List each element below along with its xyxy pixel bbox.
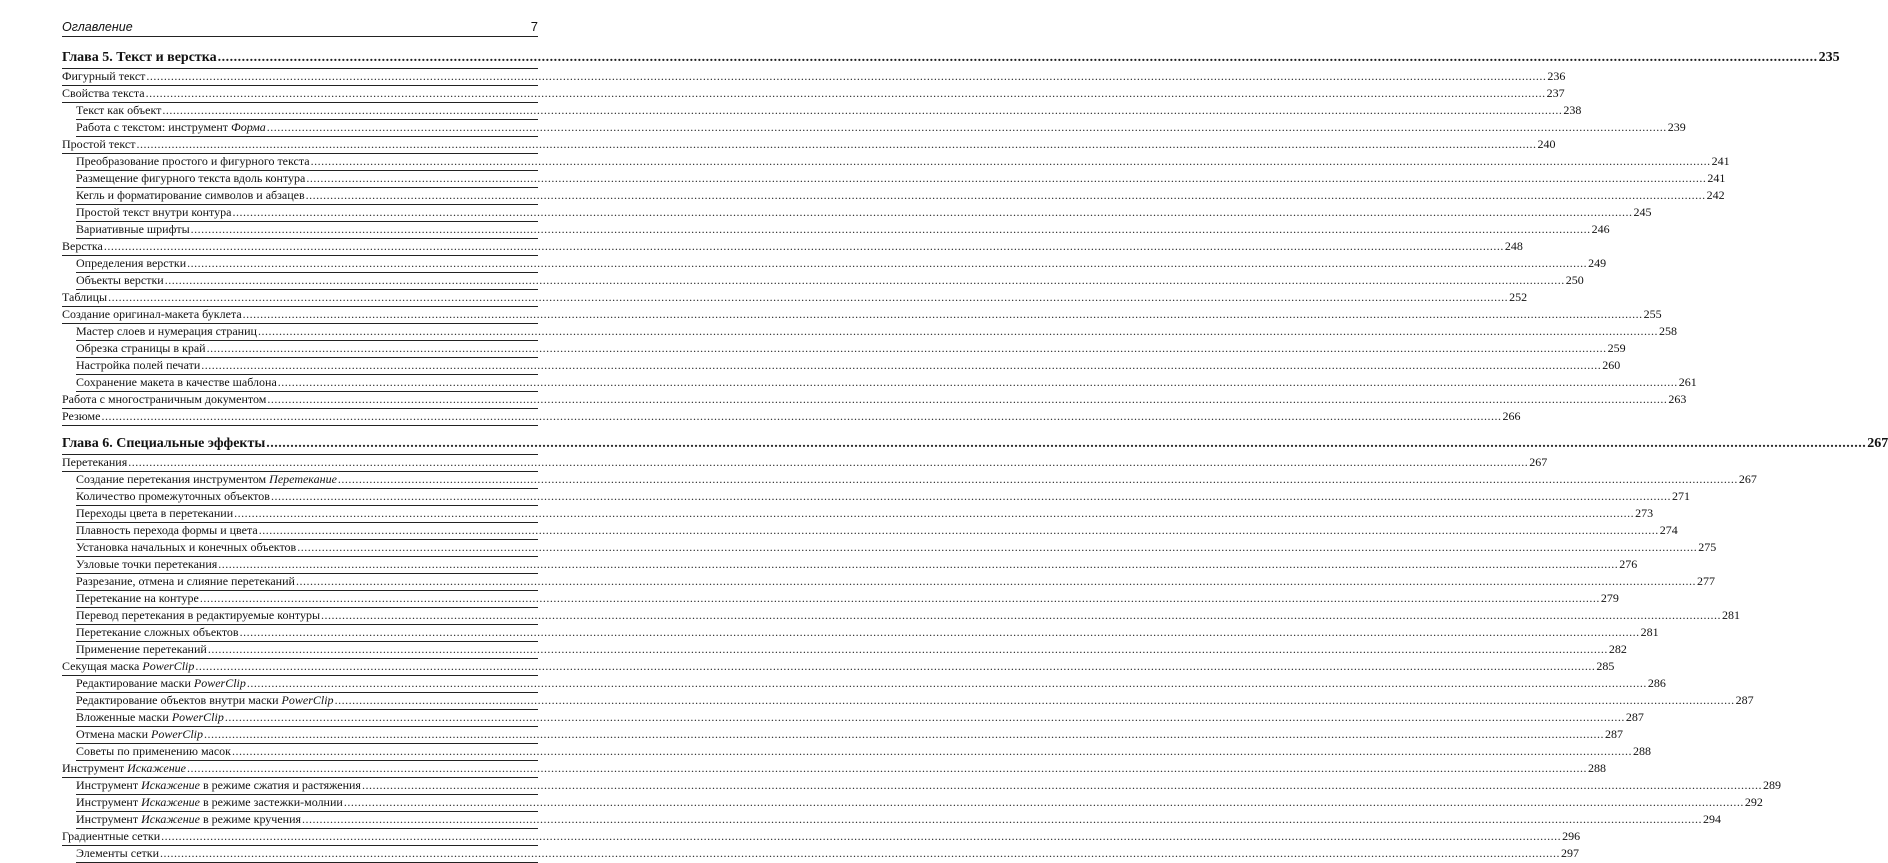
- dot-leader: ................................................................................................................................................................................................................................................................................................................................................................................................................: [266, 120, 1667, 134]
- entry-title-part: Простой текст внутри контура: [76, 205, 232, 219]
- entry-page-number: 237: [1546, 86, 1565, 100]
- dot-leader: ................................................................................................................................................................................................................................................................................................................................................................................................................: [334, 693, 1735, 707]
- dot-leader: ................................................................................................................................................................................................................................................................................................................................................................................................................: [199, 591, 1600, 605]
- dot-leader: ................................................................................................................................................................................................................................................................................................................................................................................................................: [277, 375, 1678, 389]
- entry-title: [76, 710, 224, 725]
- entry-page-number: 292: [1744, 795, 1763, 809]
- dot-leader: ................................................................................................................................................................................................................................................................................................................................................................................................................: [224, 710, 1625, 724]
- entry-title-part: Плавность перехода формы и цвета: [76, 523, 258, 537]
- entry-title-part: в режиме застежки-молнии: [200, 795, 343, 809]
- entry-title-part: Вложенные маски: [76, 710, 172, 724]
- entry-title: [76, 642, 207, 657]
- entry-page-number: 236: [1547, 69, 1566, 83]
- toc-subsection-row[interactable]: [76, 608, 1741, 625]
- entry-page-number: 249: [1588, 256, 1607, 270]
- entry-title: [76, 625, 239, 640]
- toc-subsection-row[interactable]: [76, 188, 1725, 205]
- entry-page-number: 266: [1502, 409, 1521, 423]
- dot-leader: ................................................................................................................................................................................................................................................................................................................................................................................................................: [136, 137, 1537, 151]
- entry-title: [62, 307, 242, 322]
- dot-leader: ................................................................................................................................................................................................................................................................................................................................................................................................................: [258, 523, 1659, 537]
- dot-leader: ................................................................................................................................................................................................................................................................................................................................................................................................................: [266, 436, 1867, 451]
- toc-subsection-row[interactable]: [76, 744, 1651, 761]
- entry-title: [76, 744, 231, 759]
- toc-subsection-row[interactable]: [76, 222, 1610, 239]
- entry-page-number: 289: [1762, 778, 1781, 792]
- entry-title-part: Редактирование объектов внутри маски: [76, 693, 282, 707]
- toc-subsection-row[interactable]: [76, 693, 1754, 710]
- toc-subsection-row[interactable]: [76, 523, 1678, 540]
- entry-title-part: Объекты верстки: [76, 273, 164, 287]
- entry-page-number: 263: [1668, 392, 1687, 406]
- toc-subsection-row[interactable]: [76, 103, 1582, 120]
- entry-title: [76, 120, 266, 135]
- entry-title-part: Кегль и форматирование символов и абзацев: [76, 188, 305, 202]
- entry-title: [76, 188, 305, 203]
- entry-title-part: Инструмент: [76, 778, 142, 792]
- dot-leader: ................................................................................................................................................................................................................................................................................................................................................................................................................: [190, 222, 1591, 236]
- dot-leader: ................................................................................................................................................................................................................................................................................................................................................................................................................: [239, 625, 1640, 639]
- entry-title-part: Установка начальных и конечных объектов: [76, 540, 297, 554]
- dot-leader: ................................................................................................................................................................................................................................................................................................................................................................................................................: [128, 455, 1529, 469]
- entry-title: [62, 392, 266, 407]
- toc-section-row[interactable]: [62, 137, 1556, 154]
- entry-title: [76, 171, 305, 186]
- dot-leader: ................................................................................................................................................................................................................................................................................................................................................................................................................: [306, 171, 1707, 185]
- entry-page-number: 287: [1625, 710, 1644, 724]
- toc-subsection-row[interactable]: [76, 154, 1730, 171]
- entry-title-part: Перетекание на контуре: [76, 591, 199, 605]
- dot-leader: ................................................................................................................................................................................................................................................................................................................................................................................................................: [257, 324, 1658, 338]
- entry-page-number: 245: [1633, 205, 1652, 219]
- toc-section-row[interactable]: [62, 69, 1566, 86]
- entry-title: [76, 273, 164, 288]
- entry-page-number: 242: [1706, 188, 1725, 202]
- entry-page-number: 286: [1647, 676, 1666, 690]
- toc-section-row[interactable]: [62, 409, 1521, 426]
- entry-title-part: Резюме: [62, 409, 101, 423]
- dot-leader: ................................................................................................................................................................................................................................................................................................................................................................................................................: [101, 409, 1502, 423]
- entry-title-part: Инструмент: [76, 795, 142, 809]
- entry-title-part: Разрезание, отмена и слияние перетеканий: [76, 574, 295, 588]
- entry-title-part: PowerClip: [281, 693, 334, 707]
- toc-subsection-row[interactable]: [76, 812, 1722, 829]
- dot-leader: ................................................................................................................................................................................................................................................................................................................................................................................................................: [207, 642, 1608, 656]
- chapter-title: Глава 6. Специальные эффекты: [62, 436, 266, 451]
- entry-title: [62, 409, 100, 424]
- entry-title-part: Инструмент: [62, 761, 128, 775]
- entry-title: [76, 574, 295, 589]
- entry-title: [76, 523, 258, 538]
- dot-leader: ................................................................................................................................................................................................................................................................................................................................................................................................................: [187, 761, 1587, 775]
- entry-title: [76, 103, 161, 118]
- entry-title: [62, 290, 107, 305]
- entry-page-number: 258: [1658, 324, 1677, 338]
- toc-subsection-row[interactable]: [76, 205, 1652, 222]
- entry-title-part: PowerClip: [193, 676, 246, 690]
- entry-page-number: 277: [1696, 574, 1715, 588]
- entry-title-part: Инструмент: [76, 812, 142, 826]
- entry-title-part: Градиентные сетки: [62, 829, 161, 843]
- entry-title-part: Искажение: [127, 761, 186, 775]
- entry-page-number: 267: [1738, 472, 1757, 486]
- toc-subsection-row[interactable]: [76, 727, 1624, 744]
- entry-title: [76, 489, 270, 504]
- toc-subsection-row[interactable]: [76, 375, 1697, 392]
- toc-subsection-row[interactable]: [76, 324, 1677, 341]
- entry-title-part: Перетекание сложных объектов: [76, 625, 239, 639]
- entry-title-part: Мастер слоев и нумерация страниц: [76, 324, 257, 338]
- dot-leader: ................................................................................................................................................................................................................................................................................................................................................................................................................: [162, 103, 1563, 117]
- toc-subsection-row[interactable]: [76, 341, 1626, 358]
- dot-leader: ................................................................................................................................................................................................................................................................................................................................................................................................................: [195, 659, 1596, 673]
- entry-title: [76, 324, 257, 339]
- entry-title-part: Работа с многостраничным документом: [62, 392, 267, 406]
- toc-subsection-row[interactable]: [76, 273, 1584, 290]
- toc-subsection-row[interactable]: [76, 642, 1627, 659]
- entry-title-part: Создание перетекания инструментом: [76, 472, 270, 486]
- dot-leader: ................................................................................................................................................................................................................................................................................................................................................................................................................: [343, 795, 1744, 809]
- table-of-contents: [62, 44, 1888, 863]
- entry-page-number: 288: [1588, 761, 1606, 775]
- dot-leader: ................................................................................................................................................................................................................................................................................................................................................................................................................: [231, 744, 1632, 758]
- toc-subsection-row[interactable]: [76, 472, 1757, 489]
- entry-page-number: 271: [1671, 489, 1690, 503]
- toc-section-row[interactable]: [62, 761, 1606, 778]
- entry-title: [76, 341, 206, 356]
- entry-title: [76, 591, 199, 606]
- entry-title: [76, 358, 200, 373]
- entry-page-number: 287: [1735, 693, 1754, 707]
- entry-title: [76, 727, 203, 742]
- dot-leader: ................................................................................................................................................................................................................................................................................................................................................................................................................: [310, 154, 1711, 168]
- entry-page-number: 238: [1563, 103, 1582, 117]
- toc-section-row[interactable]: [62, 392, 1687, 409]
- dot-leader: ................................................................................................................................................................................................................................................................................................................................................................................................................: [337, 472, 1738, 486]
- dot-leader: ................................................................................................................................................................................................................................................................................................................................................................................................................: [305, 188, 1706, 202]
- entry-page-number: 241: [1707, 171, 1726, 185]
- entry-title-part: Верстка: [62, 239, 103, 253]
- toc-section-row[interactable]: [62, 307, 1662, 324]
- toc-subsection-row[interactable]: [76, 171, 1726, 188]
- toc-subsection-row[interactable]: [76, 574, 1715, 591]
- entry-title: [76, 205, 231, 220]
- entry-title: [62, 761, 186, 776]
- entry-title: [62, 69, 145, 84]
- toc-subsection-row[interactable]: [76, 540, 1717, 557]
- entry-title: [76, 154, 310, 169]
- toc-subsection-row[interactable]: [76, 676, 1666, 693]
- entry-page-number: 246: [1591, 222, 1610, 236]
- entry-title: [76, 795, 343, 810]
- dot-leader: ................................................................................................................................................................................................................................................................................................................................................................................................................: [146, 69, 1547, 83]
- running-header: [62, 10, 538, 37]
- entry-page-number: 285: [1596, 659, 1615, 673]
- entry-page-number: 296: [1562, 829, 1581, 843]
- entry-title-part: Настройка полей печати: [76, 358, 201, 372]
- dot-leader: ................................................................................................................................................................................................................................................................................................................................................................................................................: [295, 574, 1696, 588]
- toc-chapter-row[interactable]: [62, 430, 1888, 455]
- entry-page-number: 260: [1602, 358, 1621, 372]
- entry-page-number: 267: [1529, 455, 1548, 469]
- dot-leader: ................................................................................................................................................................................................................................................................................................................................................................................................................: [204, 727, 1605, 741]
- entry-title-part: Таблицы: [62, 290, 108, 304]
- dot-leader: ................................................................................................................................................................................................................................................................................................................................................................................................................: [164, 273, 1565, 287]
- entry-title-part: Отмена маски: [76, 727, 151, 741]
- toc-subsection-row[interactable]: [76, 120, 1686, 137]
- entry-title-part: Обрезка страницы в край: [76, 341, 206, 355]
- dot-leader: ................................................................................................................................................................................................................................................................................................................................................................................................................: [218, 557, 1619, 571]
- entry-title-part: Вариативные шрифты: [76, 222, 190, 236]
- entry-title: [76, 778, 361, 793]
- toc-subsection-row[interactable]: [76, 358, 1621, 375]
- entry-title-part: Количество промежуточных объектов: [76, 489, 270, 503]
- toc-section-row[interactable]: [62, 659, 1615, 676]
- entry-title: [76, 506, 233, 521]
- entry-title: [76, 608, 320, 623]
- entry-page-number: 273: [1635, 506, 1654, 520]
- entry-title-part: Искажение: [141, 778, 200, 792]
- entry-title-part: Текст как объект: [76, 103, 162, 117]
- entry-title-part: PowerClip: [151, 727, 204, 741]
- entry-title-part: Узловые точки перетекания: [76, 557, 218, 571]
- entry-title: [62, 86, 145, 101]
- entry-title: [76, 812, 301, 827]
- toc-subsection-row[interactable]: [76, 489, 1690, 506]
- entry-title: [76, 846, 159, 861]
- toc-subsection-row[interactable]: [76, 846, 1580, 863]
- entry-title: [76, 676, 246, 691]
- entry-title-part: Применение перетеканий: [76, 642, 207, 656]
- entry-title-part: Преобразование простого и фигурного текста: [76, 154, 310, 168]
- dot-leader: ................................................................................................................................................................................................................................................................................................................................................................................................................: [267, 392, 1668, 406]
- entry-title-part: Перетекания: [62, 455, 128, 469]
- entry-page-number: 281: [1722, 608, 1741, 622]
- entry-title-part: Форма: [231, 120, 266, 134]
- chapter-page-number: 267: [1867, 436, 1888, 451]
- entry-title: [76, 693, 334, 708]
- entry-page-number: 275: [1698, 540, 1717, 554]
- entry-page-number: 239: [1667, 120, 1686, 134]
- toc-section-row[interactable]: [62, 239, 1523, 256]
- chapter-page-number: 235: [1818, 50, 1840, 65]
- toc-subsection-row[interactable]: [76, 710, 1644, 727]
- toc-section-row[interactable]: [62, 290, 1528, 307]
- entry-page-number: 294: [1703, 812, 1722, 826]
- entry-page-number: 281: [1640, 625, 1659, 639]
- toc-subsection-row[interactable]: [76, 778, 1781, 795]
- entry-page-number: 282: [1608, 642, 1627, 656]
- entry-title: [76, 375, 277, 390]
- entry-title-part: Сохранение макета в качестве шаблона: [76, 375, 277, 389]
- entry-title-part: Свойства текста: [62, 86, 145, 100]
- entry-page-number: 248: [1504, 239, 1523, 253]
- dot-leader: ................................................................................................................................................................................................................................................................................................................................................................................................................: [302, 812, 1703, 826]
- dot-leader: ................................................................................................................................................................................................................................................................................................................................................................................................................: [234, 506, 1635, 520]
- entry-title-part: Создание оригинал-макета буклета: [62, 307, 242, 321]
- entry-title-part: Советы по применению масок: [76, 744, 231, 758]
- header-page-number: 7: [530, 19, 538, 34]
- entry-page-number: 261: [1678, 375, 1697, 389]
- entry-title: [76, 472, 337, 487]
- entry-title-part: Искажение: [141, 812, 200, 826]
- chapter-title: Глава 5. Текст и верстка: [62, 50, 217, 65]
- dot-leader: ................................................................................................................................................................................................................................................................................................................................................................................................................: [242, 307, 1643, 321]
- entry-title: [62, 829, 160, 844]
- entry-page-number: 252: [1509, 290, 1528, 304]
- entry-title: [76, 540, 296, 555]
- dot-leader: ................................................................................................................................................................................................................................................................................................................................................................................................................: [217, 50, 1818, 65]
- entry-page-number: 241: [1711, 154, 1730, 168]
- entry-title-part: Секущая маска: [62, 659, 143, 673]
- entry-title: [62, 659, 194, 674]
- dot-leader: ................................................................................................................................................................................................................................................................................................................................................................................................................: [232, 205, 1633, 219]
- dot-leader: ................................................................................................................................................................................................................................................................................................................................................................................................................: [108, 290, 1509, 304]
- entry-title-part: Перевод перетекания в редактируемые контуры: [76, 608, 321, 622]
- toc-subsection-row[interactable]: [76, 256, 1607, 273]
- toc-subsection-row[interactable]: [76, 506, 1654, 523]
- entry-title: [76, 256, 186, 271]
- entry-title: [62, 455, 127, 470]
- entry-title-part: Простой текст: [62, 137, 136, 151]
- entry-title: [76, 557, 217, 572]
- toc-section-row[interactable]: [62, 455, 1548, 472]
- dot-leader: ................................................................................................................................................................................................................................................................................................................................................................................................................: [206, 341, 1607, 355]
- toc-section-row[interactable]: [62, 86, 1565, 103]
- entry-title-part: PowerClip: [171, 710, 224, 724]
- entry-title-part: Элементы сетки: [76, 846, 160, 860]
- entry-title-part: Искажение: [141, 795, 200, 809]
- entry-title-part: Перетекание: [269, 472, 337, 486]
- entry-page-number: 297: [1561, 846, 1580, 860]
- entry-page-number: 287: [1605, 727, 1624, 741]
- dot-leader: ................................................................................................................................................................................................................................................................................................................................................................................................................: [246, 676, 1647, 690]
- entry-title-part: Редактирование маски: [76, 676, 194, 690]
- toc-chapter-row[interactable]: [62, 44, 1840, 69]
- entry-page-number: 288: [1632, 744, 1651, 758]
- entry-page-number: 279: [1600, 591, 1619, 605]
- entry-page-number: 259: [1607, 341, 1626, 355]
- entry-title-part: Определения верстки: [76, 256, 187, 270]
- dot-leader: ................................................................................................................................................................................................................................................................................................................................................................................................................: [103, 239, 1504, 253]
- toc-subsection-row[interactable]: [76, 591, 1619, 608]
- toc-subsection-row[interactable]: [76, 625, 1659, 642]
- dot-leader: ................................................................................................................................................................................................................................................................................................................................................................................................................: [187, 256, 1588, 270]
- dot-leader: ................................................................................................................................................................................................................................................................................................................................................................................................................: [321, 608, 1722, 622]
- entry-title: [76, 222, 190, 237]
- entry-title: [62, 137, 135, 152]
- dot-leader: ................................................................................................................................................................................................................................................................................................................................................................................................................: [160, 846, 1561, 860]
- dot-leader: ................................................................................................................................................................................................................................................................................................................................................................................................................: [361, 778, 1762, 792]
- dot-leader: ................................................................................................................................................................................................................................................................................................................................................................................................................: [161, 829, 1562, 843]
- toc-section-row[interactable]: [62, 829, 1581, 846]
- entry-page-number: 250: [1565, 273, 1584, 287]
- entry-title-part: PowerClip: [142, 659, 195, 673]
- entry-title-part: в режиме сжатия и растяжения: [200, 778, 361, 792]
- entry-title: [62, 239, 103, 254]
- entry-title-part: Размещение фигурного текста вдоль контура: [76, 171, 306, 185]
- toc-subsection-row[interactable]: [76, 795, 1763, 812]
- entry-page-number: 274: [1659, 523, 1678, 537]
- dot-leader: ................................................................................................................................................................................................................................................................................................................................................................................................................: [201, 358, 1602, 372]
- entry-title-part: в режиме кручения: [200, 812, 302, 826]
- toc-subsection-row[interactable]: [76, 557, 1638, 574]
- dot-leader: ................................................................................................................................................................................................................................................................................................................................................................................................................: [297, 540, 1698, 554]
- entry-page-number: 255: [1643, 307, 1662, 321]
- entry-title-part: Фигурный текст: [62, 69, 146, 83]
- entry-title-part: Работа с текстом: инструмент: [76, 120, 232, 134]
- header-title: Оглавление: [62, 20, 133, 34]
- entry-title-part: Переходы цвета в перетекании: [76, 506, 234, 520]
- entry-page-number: 240: [1537, 137, 1556, 151]
- dot-leader: ................................................................................................................................................................................................................................................................................................................................................................................................................: [145, 86, 1546, 100]
- dot-leader: ................................................................................................................................................................................................................................................................................................................................................................................................................: [270, 489, 1671, 503]
- entry-page-number: 276: [1619, 557, 1638, 571]
